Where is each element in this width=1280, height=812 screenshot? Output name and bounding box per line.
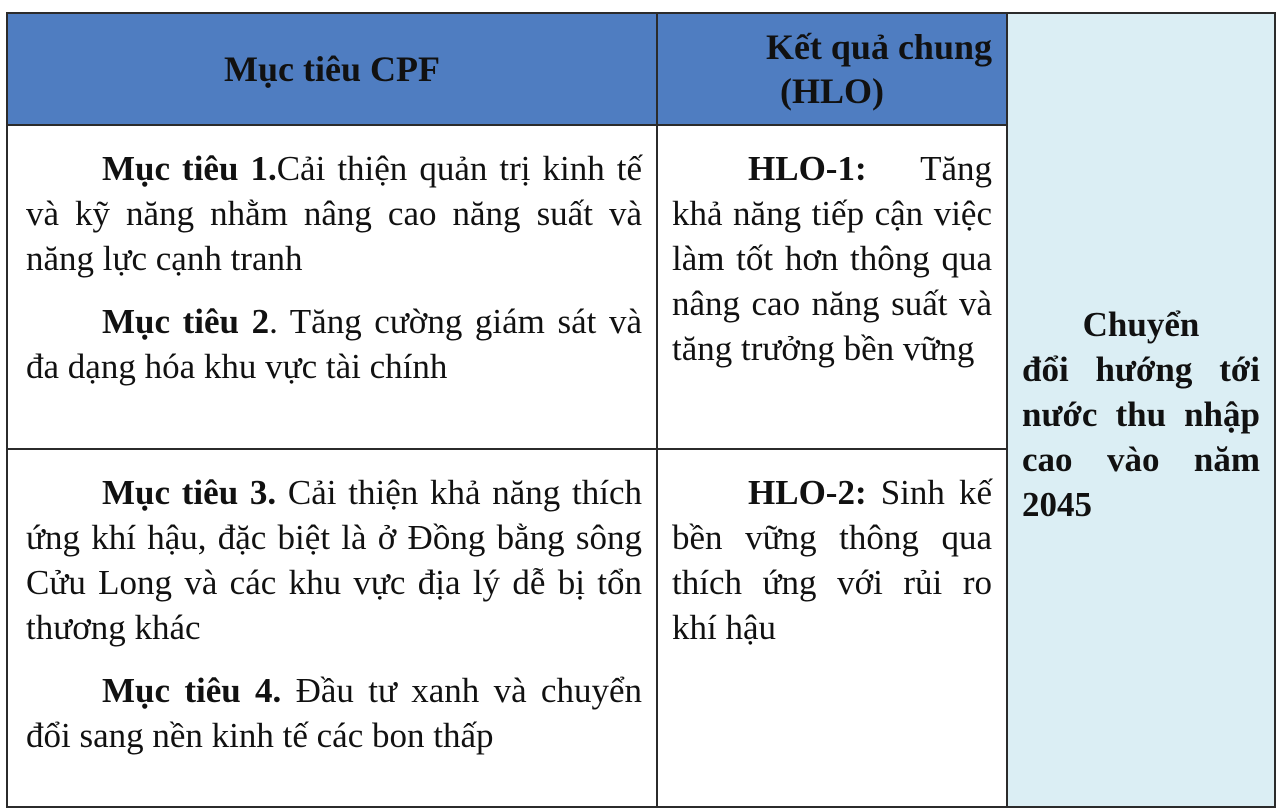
- hlo-1: [672, 146, 992, 371]
- objectives-cell-2: [7, 449, 657, 807]
- objective-3: [26, 470, 642, 650]
- objective-2-text: . Tăng cường giám sát và đa dạng hóa khu vực tài chính: [26, 302, 642, 386]
- hlo-cell-2: [657, 449, 1007, 807]
- hlo-2-text: Sinh kế bền vững thông qua thích ứng với rủi ro khí hậu: [672, 473, 992, 647]
- objective-4: [26, 668, 642, 758]
- objective-1: [26, 146, 642, 281]
- objective-3-label: Mục tiêu 3.: [102, 473, 277, 512]
- objective-3-text: Cải thiện khả năng thích ứng khí hậu, đặc biệt là ở Đồng bằng sông Cửu Long và các khu vực địa lý dễ bị tổn thương khác: [26, 473, 643, 647]
- hlo-2: [672, 470, 992, 650]
- header-hlo: [657, 13, 1007, 125]
- objective-4-label: Mục tiêu 4.: [102, 671, 282, 710]
- side-goal-cell: [1007, 13, 1275, 807]
- header-cpf-objectives: [7, 13, 657, 125]
- header-hlo-line1: Kết quả chung: [765, 27, 992, 67]
- objective-2: [26, 299, 642, 389]
- hlo-1-text: Tăng khả năng tiếp cận việc làm tốt hơn thông qua nâng cao năng suất và tăng trưởng bền vững: [672, 149, 992, 368]
- side-goal-line1: Chuyển: [1082, 304, 1200, 344]
- header-cpf-objectives-text: Mục tiêu CPF: [224, 49, 440, 89]
- side-goal-text: [1022, 302, 1260, 527]
- hlo-2-label: HLO-2:: [748, 473, 867, 512]
- hlo-cell-1: [657, 125, 1007, 449]
- objective-2-label: Mục tiêu 2: [102, 302, 270, 341]
- cpf-results-table: [6, 12, 1276, 808]
- objective-1-text: Cải thiện quản trị kinh tế và kỹ năng nhằm nâng cao năng suất và năng lực cạnh tranh: [26, 149, 642, 278]
- objectives-cell-1: [7, 125, 657, 449]
- objective-4-text: Đầu tư xanh và chuyển đổi sang nền kinh tế các bon thấp: [26, 671, 642, 755]
- side-goal-rest: đổi hướng tới nước thu nhập cao vào năm 2045: [1022, 349, 1260, 524]
- hlo-1-label: HLO-1:: [748, 149, 867, 188]
- header-hlo-line2: (HLO): [780, 71, 884, 111]
- objective-1-label: Mục tiêu 1.: [102, 149, 277, 188]
